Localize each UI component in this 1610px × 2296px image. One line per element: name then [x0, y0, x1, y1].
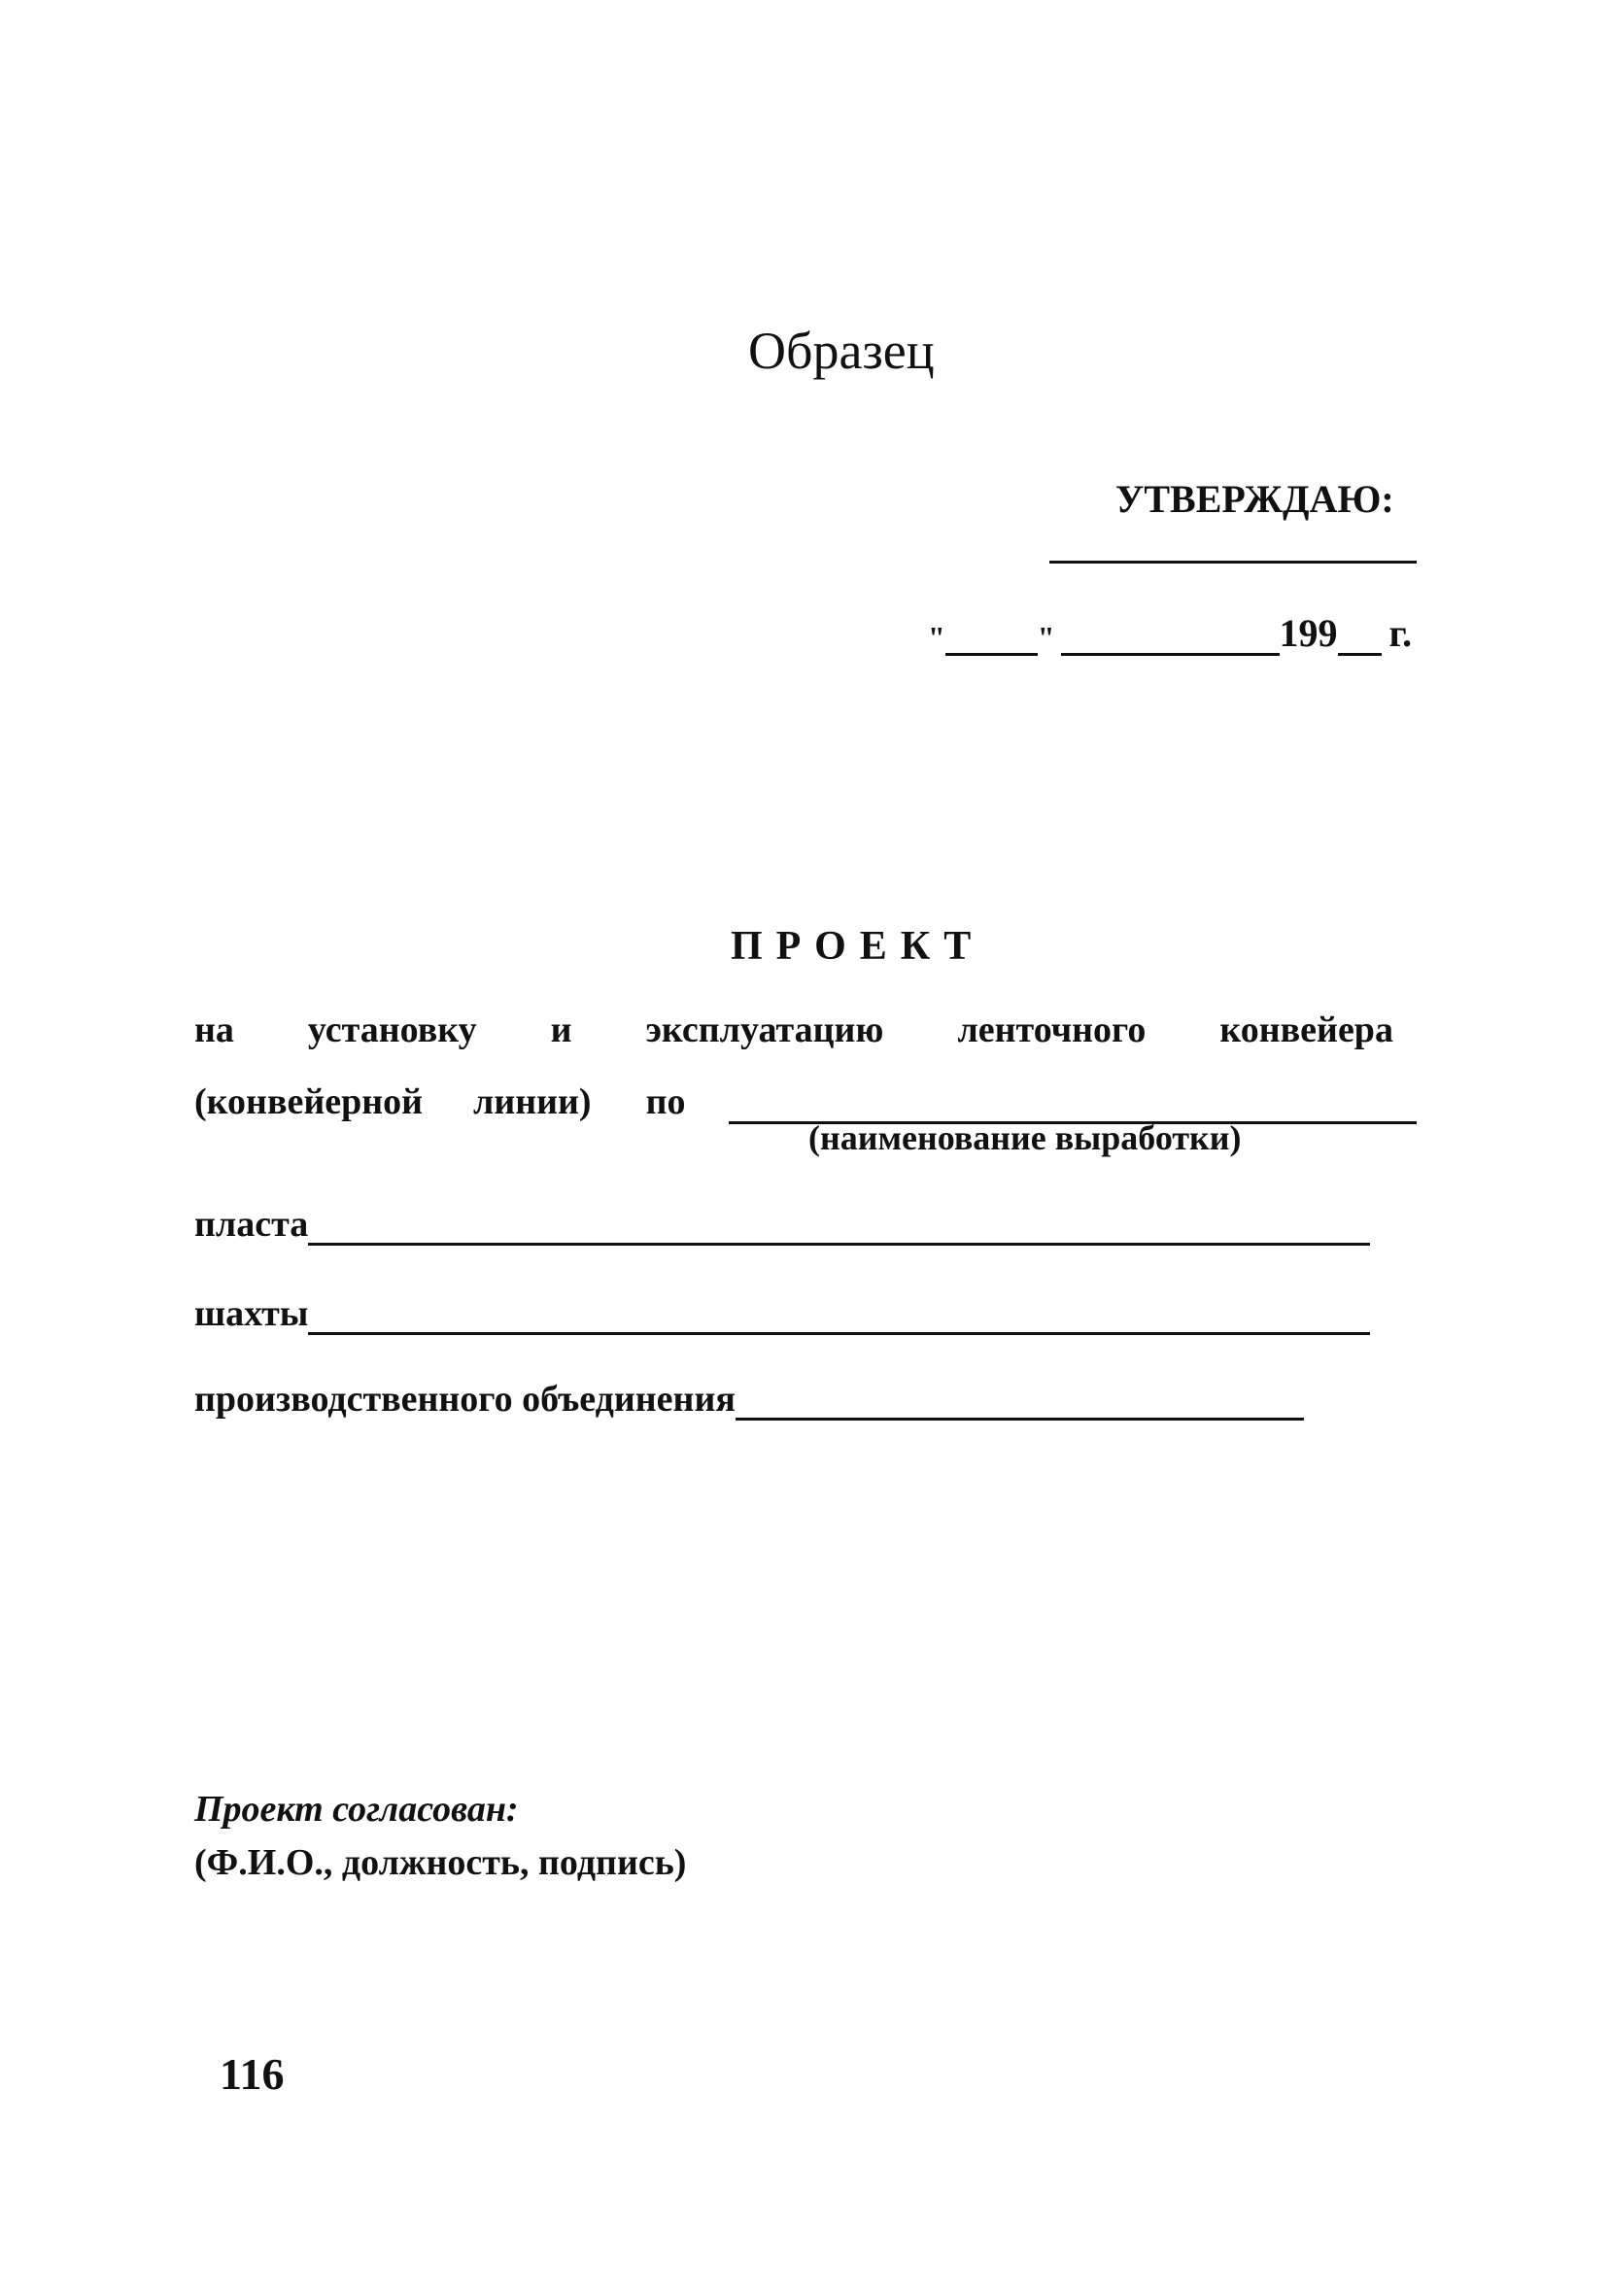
purpose-word: эксплуатацию [645, 1010, 884, 1050]
project-purpose-line [194, 1009, 1393, 1051]
mine-label: шахты [194, 1293, 309, 1334]
working-name-caption: (наименование выработки) [808, 1118, 1242, 1157]
date-month-field[interactable] [1061, 618, 1280, 656]
line2-word: по [645, 1081, 686, 1122]
approver-signature-field[interactable] [1049, 561, 1417, 564]
conveyor-line-row [194, 1080, 685, 1123]
date-year-suffix: г. [1388, 611, 1413, 655]
approval-date [928, 610, 1412, 656]
project-title: ПРОЕКТ [731, 924, 985, 969]
purpose-word: и [550, 1010, 572, 1050]
purpose-word: конвейера [1219, 1010, 1393, 1050]
date-year-prefix: 199 [1279, 611, 1338, 655]
page-number: 116 [220, 2049, 285, 2099]
purpose-word: на [194, 1010, 234, 1050]
seam-label: пласта [194, 1204, 309, 1245]
date-close-quote: " [1037, 620, 1055, 655]
date-open-quote: " [928, 620, 945, 655]
line2-word: линии) [473, 1081, 592, 1122]
association-row [194, 1378, 1304, 1421]
line2-word: (конвейерной [194, 1081, 424, 1122]
purpose-word: ленточного [957, 1010, 1147, 1050]
agreement-hint: (Ф.И.О., должность, подпись) [194, 1842, 687, 1883]
seam-field[interactable] [308, 1210, 1370, 1246]
association-field[interactable] [736, 1385, 1304, 1421]
purpose-word: установку [307, 1010, 477, 1050]
sample-label: Образец [748, 322, 935, 380]
mine-row [194, 1292, 1370, 1335]
seam-row [194, 1203, 1370, 1246]
agreement-label: Проект согласован: [194, 1789, 519, 1830]
date-year-field[interactable] [1338, 618, 1382, 656]
date-day-field[interactable] [945, 618, 1038, 656]
approve-label: УТВЕРЖДАЮ: [1115, 477, 1394, 521]
mine-field[interactable] [308, 1299, 1370, 1335]
association-label: производственного объединения [194, 1379, 736, 1420]
